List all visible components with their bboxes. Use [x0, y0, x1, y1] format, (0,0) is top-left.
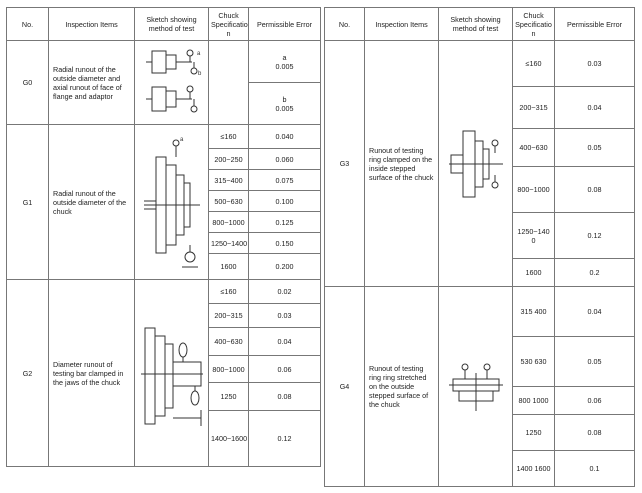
error-cell: 0.08: [555, 415, 635, 451]
inspection-item: Runout of testing ring clamped on the inside stepped surface of the chuck: [365, 41, 439, 287]
error-cell: [249, 41, 321, 83]
error-cell: 0.1: [555, 451, 635, 487]
spec-cell: 315~400: [209, 170, 249, 191]
error-cell: 0.04: [555, 87, 635, 129]
error-cell: 0.05: [555, 129, 635, 167]
spec-cell: 1400~1600: [209, 411, 249, 467]
error-value: 0.005: [275, 61, 294, 71]
row-number: G2: [7, 280, 49, 467]
spec-cell: 400~630: [513, 129, 555, 167]
spec-cell: 1250~140 0: [513, 213, 555, 259]
chuck-outside-diameter-sketch-icon: [135, 125, 209, 280]
spec-cell: 400~630: [209, 328, 249, 356]
error-cell: 0.04: [555, 287, 635, 337]
error-cell: 0.150: [249, 233, 321, 254]
error-cell: 0.04: [249, 328, 321, 356]
header-error: Permissible Error: [249, 8, 321, 41]
spec-cell: 800 1000: [513, 387, 555, 415]
row-number: G0: [7, 41, 49, 125]
spec-cell: 1400 1600: [513, 451, 555, 487]
error-cell: 0.125: [249, 212, 321, 233]
spec-cell: 800~1000: [513, 167, 555, 213]
error-cell: 0.08: [249, 383, 321, 411]
header-spec: Chuck Specificatio n: [209, 8, 249, 41]
spec-cell: 1600: [513, 259, 555, 287]
error-cell: 0.03: [555, 41, 635, 87]
error-cell: 0.02: [249, 280, 321, 304]
table-row: [7, 125, 321, 149]
table-row: [325, 287, 635, 337]
spec-cell: ≤160: [209, 125, 249, 149]
inspection-item: Diameter runout of testing bar clamped in the jaws of the chuck: [49, 280, 135, 467]
header-no: No.: [7, 8, 49, 41]
error-cell: 0.12: [249, 411, 321, 467]
inspection-table-right: [324, 7, 635, 487]
flange-adaptor-sketch-icon: [135, 41, 209, 125]
spec-cell: 200~315: [513, 87, 555, 129]
error-cell: 0.200: [249, 254, 321, 280]
row-number: G3: [325, 41, 365, 287]
spec-cell: 1250~1400: [209, 233, 249, 254]
row-number: G1: [7, 125, 49, 280]
svg-text:a: a: [179, 137, 183, 143]
svg-text:b: b: [197, 70, 201, 77]
inspection-item: Radial runout of the outside diameter of the chuck: [49, 125, 135, 280]
outside-ring-sketch-icon: [439, 287, 513, 487]
error-cell: 0.12: [555, 213, 635, 259]
error-cell: 0.100: [249, 191, 321, 212]
inside-ring-sketch-icon: [439, 41, 513, 287]
spec-cell: ≤160: [209, 280, 249, 304]
error-cell: [249, 83, 321, 125]
header-sketch: Sketch showing method of test: [439, 8, 513, 41]
row-number: G4: [325, 287, 365, 487]
spec-cell: 500~630: [209, 191, 249, 212]
header-items: Inspection Items: [365, 8, 439, 41]
error-cell: 0.040: [249, 125, 321, 149]
spec-cell: 1250: [513, 415, 555, 451]
table-separator: [321, 7, 323, 483]
table-row: [7, 41, 321, 83]
error-cell: 0.06: [555, 387, 635, 415]
inspection-item: Radial runout of the outside diameter and axial runout of face of flange and adaptor: [49, 41, 135, 125]
header-sketch: Sketch showing method of test: [135, 8, 209, 41]
error-cell: 0.075: [249, 170, 321, 191]
table-row: [325, 41, 635, 87]
testing-bar-sketch-icon: [135, 280, 209, 467]
error-letter: a: [282, 52, 287, 62]
spec-cell: 200~250: [209, 149, 249, 170]
header-error: Permissible Error: [555, 8, 635, 41]
spec-cell: 315 400: [513, 287, 555, 337]
error-value: 0.005: [275, 103, 294, 113]
spec-cell: 1250: [209, 383, 249, 411]
error-cell: 0.2: [555, 259, 635, 287]
table-row: [7, 280, 321, 304]
error-letter: b: [282, 94, 287, 104]
spec-cell: 200~315: [209, 304, 249, 328]
inspection-item: Runout of testing ring ring stretched on the outside stepped surface of the chuck: [365, 287, 439, 487]
error-cell: 0.05: [555, 337, 635, 387]
error-cell: 0.03: [249, 304, 321, 328]
spec-cell: 800~1000: [209, 356, 249, 383]
spec-cell: ≤160: [513, 41, 555, 87]
error-cell: 0.08: [555, 167, 635, 213]
svg-text:a: a: [196, 50, 200, 57]
error-cell: 0.060: [249, 149, 321, 170]
header-row: [325, 8, 635, 41]
spec-cell: [209, 41, 249, 125]
spec-cell: 1600: [209, 254, 249, 280]
inspection-table-left: [6, 7, 321, 467]
header-row: [7, 8, 321, 41]
spec-cell: 800~1000: [209, 212, 249, 233]
header-spec: Chuck Specificatio n: [513, 8, 555, 41]
header-items: Inspection Items: [49, 8, 135, 41]
error-cell: 0.06: [249, 356, 321, 383]
spec-cell: 530 630: [513, 337, 555, 387]
header-no: No.: [325, 8, 365, 41]
